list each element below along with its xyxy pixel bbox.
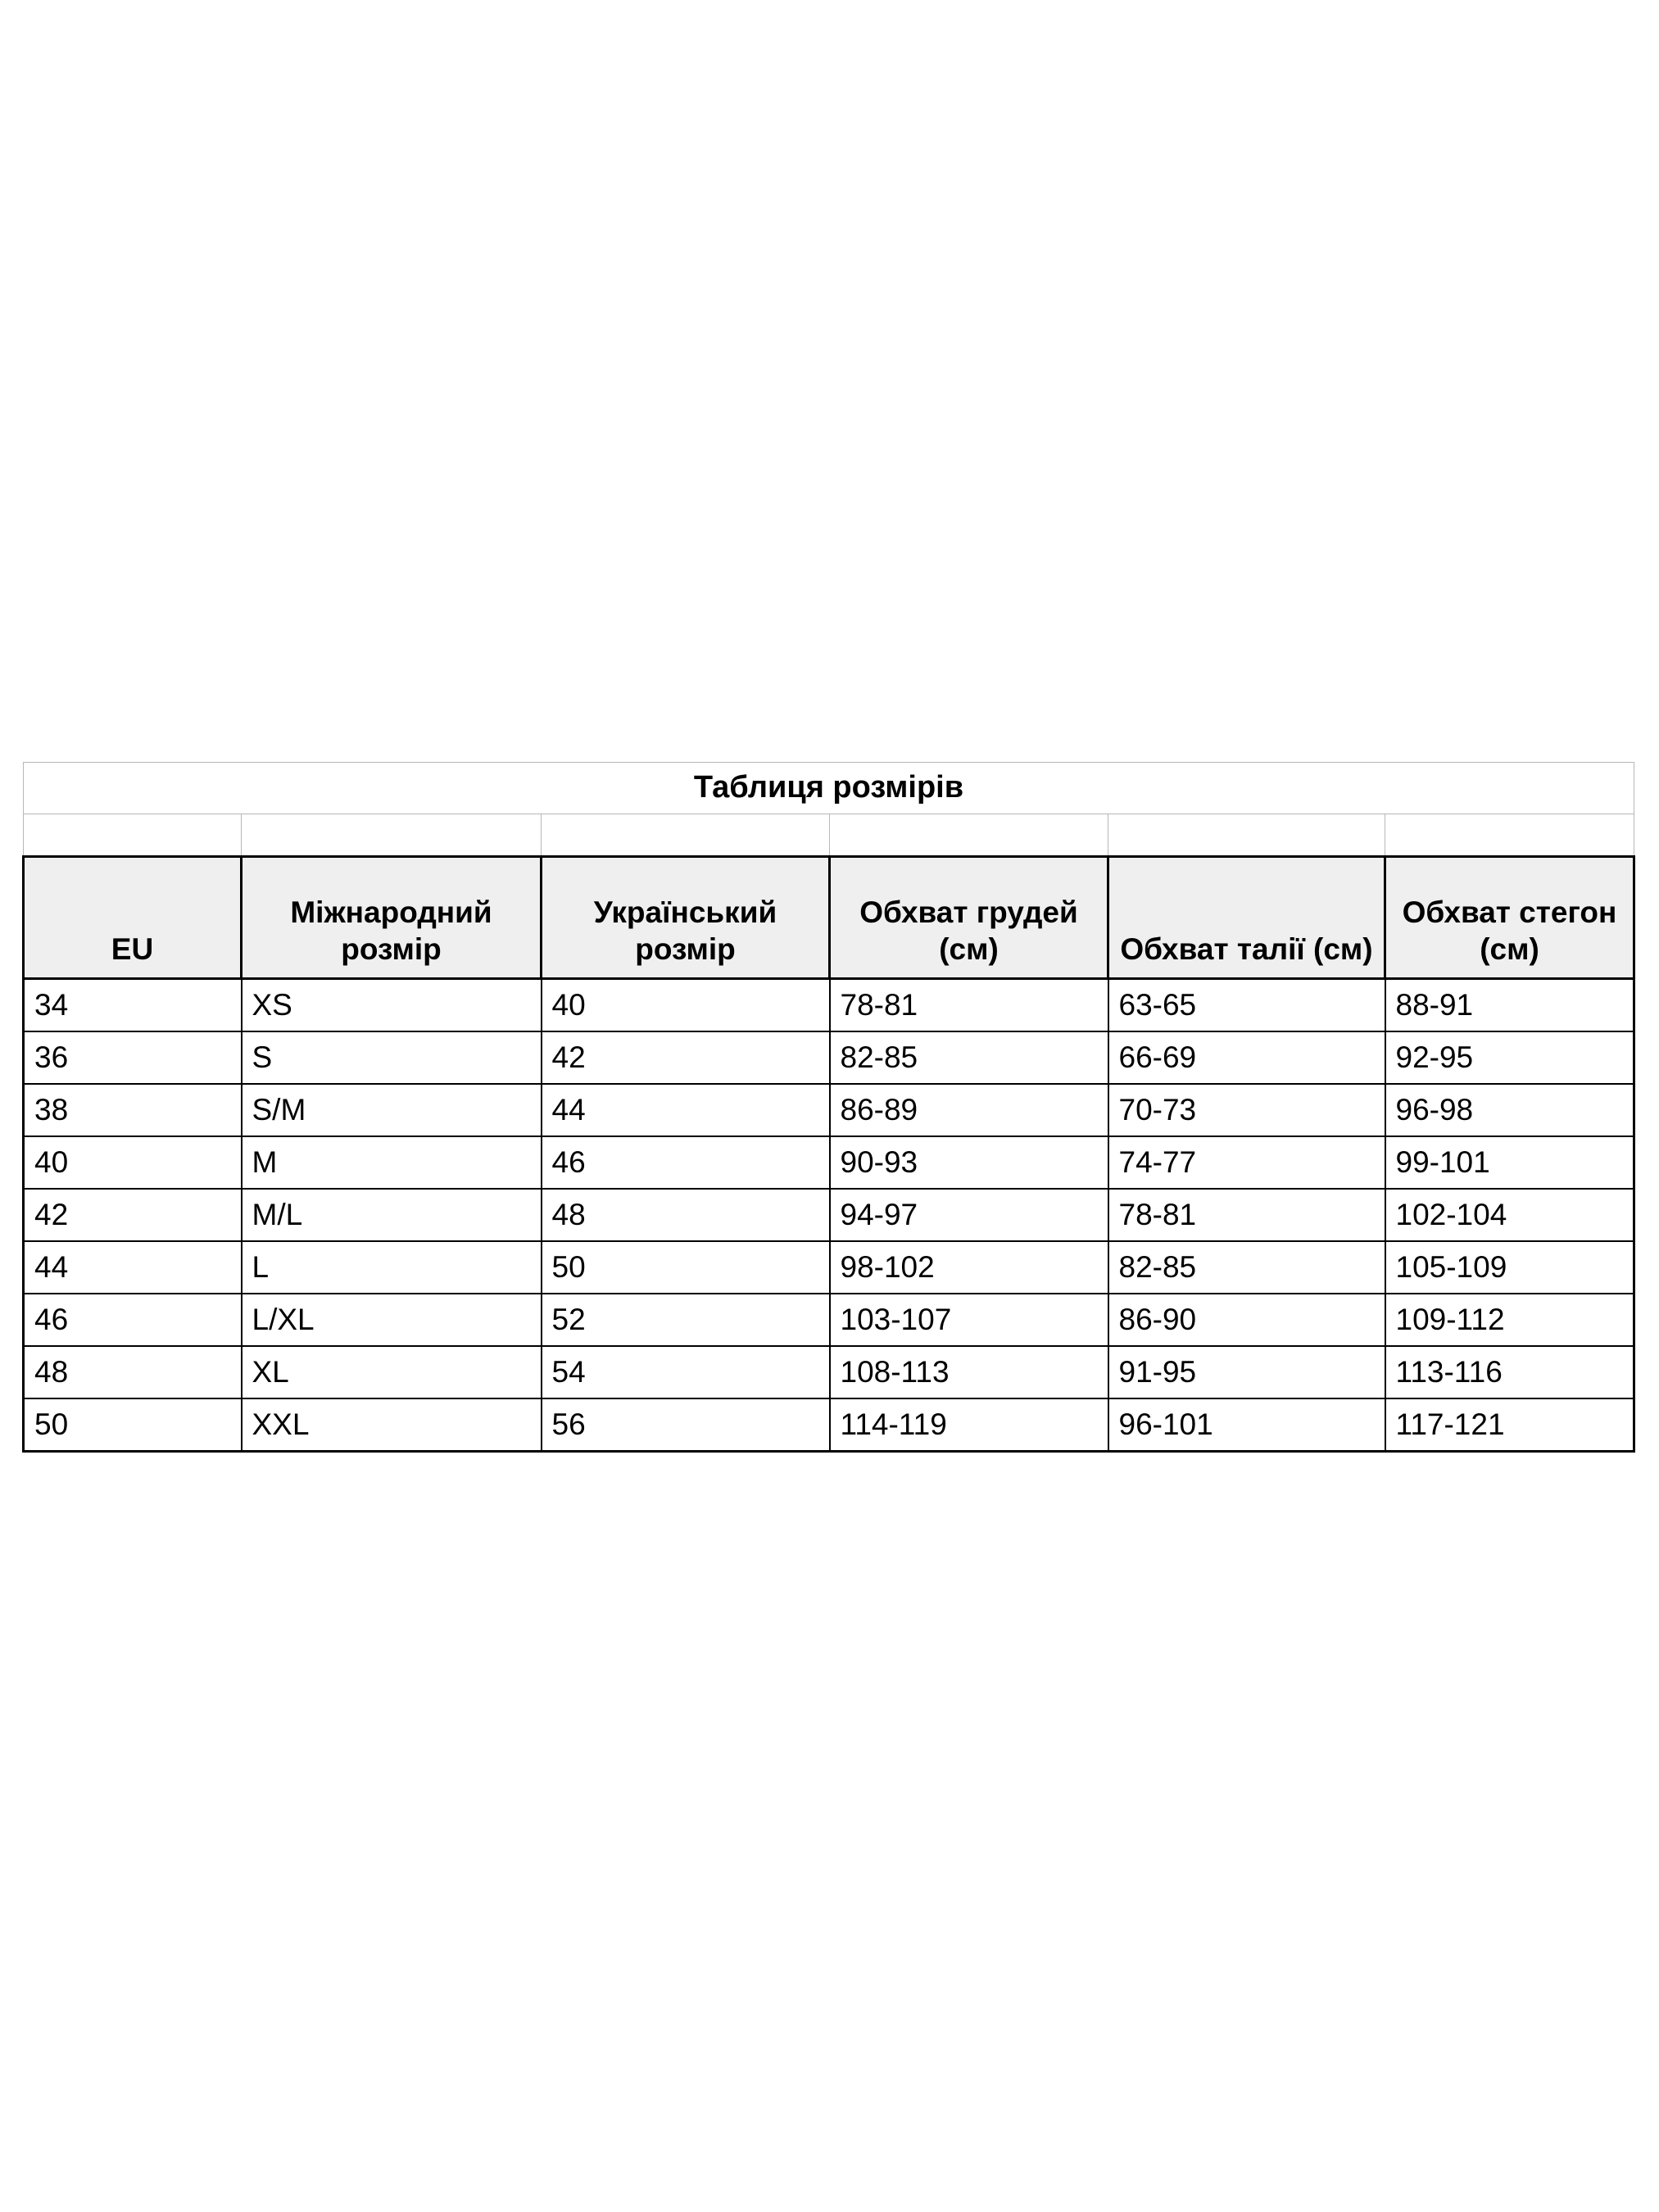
cell-chest: 94-97	[830, 1189, 1108, 1241]
table-header-row	[24, 857, 1634, 979]
spacer-cell	[24, 814, 242, 857]
cell-international-size: M/L	[242, 1189, 542, 1241]
cell-international-size: L	[242, 1241, 542, 1294]
cell-eu: 46	[24, 1294, 242, 1346]
cell-chest: 98-102	[830, 1241, 1108, 1294]
column-header-waist: Обхват талії (см)	[1108, 857, 1385, 979]
cell-waist: 74-77	[1108, 1136, 1385, 1189]
cell-international-size: L/XL	[242, 1294, 542, 1346]
cell-international-size: S	[242, 1031, 542, 1084]
column-header-hips: Обхват стегон (см)	[1385, 857, 1634, 979]
cell-eu: 42	[24, 1189, 242, 1241]
cell-waist: 86-90	[1108, 1294, 1385, 1346]
cell-ukrainian-size: 42	[542, 1031, 830, 1084]
size-table	[22, 762, 1635, 1453]
spacer-cell	[1385, 814, 1634, 857]
table-row	[24, 1241, 1634, 1294]
cell-chest: 78-81	[830, 979, 1108, 1032]
cell-waist: 82-85	[1108, 1241, 1385, 1294]
spacer-cell	[830, 814, 1108, 857]
cell-hips: 117-121	[1385, 1398, 1634, 1452]
cell-eu: 36	[24, 1031, 242, 1084]
cell-waist: 91-95	[1108, 1346, 1385, 1398]
cell-international-size: XL	[242, 1346, 542, 1398]
cell-ukrainian-size: 50	[542, 1241, 830, 1294]
column-header-ukrainian-size: Український розмір	[542, 857, 830, 979]
cell-ukrainian-size: 54	[542, 1346, 830, 1398]
table-row	[24, 1031, 1634, 1084]
cell-chest: 90-93	[830, 1136, 1108, 1189]
cell-waist: 78-81	[1108, 1189, 1385, 1241]
table-row	[24, 1136, 1634, 1189]
table-title-row	[24, 763, 1634, 814]
column-header-eu: EU	[24, 857, 242, 979]
cell-ukrainian-size: 44	[542, 1084, 830, 1136]
column-header-chest: Обхват грудей (см)	[830, 857, 1108, 979]
cell-chest: 103-107	[830, 1294, 1108, 1346]
cell-waist: 66-69	[1108, 1031, 1385, 1084]
spacer-cell	[242, 814, 542, 857]
cell-eu: 50	[24, 1398, 242, 1452]
table-row	[24, 1189, 1634, 1241]
cell-ukrainian-size: 56	[542, 1398, 830, 1452]
cell-chest: 108-113	[830, 1346, 1108, 1398]
cell-eu: 38	[24, 1084, 242, 1136]
cell-hips: 113-116	[1385, 1346, 1634, 1398]
cell-ukrainian-size: 52	[542, 1294, 830, 1346]
column-header-international-size: Міжнародний розмір	[242, 857, 542, 979]
cell-eu: 44	[24, 1241, 242, 1294]
cell-chest: 86-89	[830, 1084, 1108, 1136]
cell-hips: 96-98	[1385, 1084, 1634, 1136]
cell-eu: 48	[24, 1346, 242, 1398]
cell-waist: 70-73	[1108, 1084, 1385, 1136]
cell-international-size: S/M	[242, 1084, 542, 1136]
cell-international-size: M	[242, 1136, 542, 1189]
cell-hips: 92-95	[1385, 1031, 1634, 1084]
table-row	[24, 1346, 1634, 1398]
table-title: Таблиця розмірів	[24, 763, 1634, 814]
cell-chest: 114-119	[830, 1398, 1108, 1452]
cell-hips: 105-109	[1385, 1241, 1634, 1294]
cell-hips: 99-101	[1385, 1136, 1634, 1189]
cell-waist: 63-65	[1108, 979, 1385, 1032]
cell-hips: 88-91	[1385, 979, 1634, 1032]
table-row	[24, 979, 1634, 1032]
cell-eu: 40	[24, 1136, 242, 1189]
spacer-cell	[1108, 814, 1385, 857]
cell-waist: 96-101	[1108, 1398, 1385, 1452]
cell-chest: 82-85	[830, 1031, 1108, 1084]
cell-hips: 109-112	[1385, 1294, 1634, 1346]
table-row	[24, 1398, 1634, 1452]
cell-hips: 102-104	[1385, 1189, 1634, 1241]
cell-ukrainian-size: 40	[542, 979, 830, 1032]
spacer-cell	[542, 814, 830, 857]
cell-international-size: XS	[242, 979, 542, 1032]
cell-international-size: XXL	[242, 1398, 542, 1452]
cell-ukrainian-size: 48	[542, 1189, 830, 1241]
table-row	[24, 1294, 1634, 1346]
cell-eu: 34	[24, 979, 242, 1032]
table-row	[24, 1084, 1634, 1136]
cell-ukrainian-size: 46	[542, 1136, 830, 1189]
spacer-row	[24, 814, 1634, 857]
